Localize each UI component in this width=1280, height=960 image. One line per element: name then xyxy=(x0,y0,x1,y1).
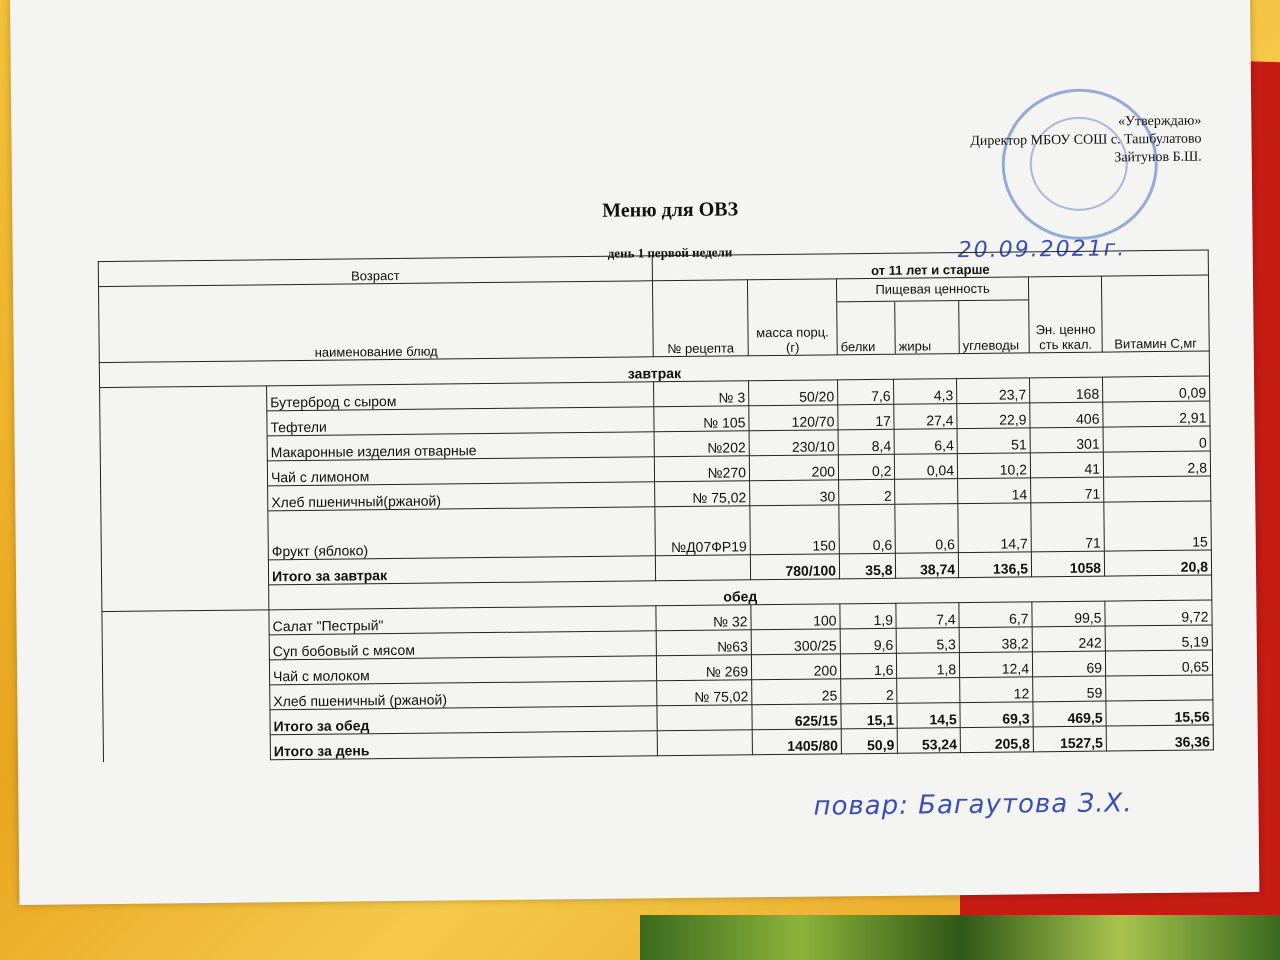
fat-value xyxy=(897,678,960,704)
fat-value xyxy=(895,479,958,505)
recipe-number: № 269 xyxy=(656,655,751,681)
portion-mass: 30 xyxy=(750,480,839,506)
page-subtitle: день 1 первой недели xyxy=(607,244,733,261)
recipe-number: № 75,02 xyxy=(657,680,752,706)
breakfast-label: завтрак xyxy=(99,351,1209,388)
empty-cell xyxy=(657,705,752,731)
portion-mass: 230/10 xyxy=(749,430,838,456)
portion-mass: 200 xyxy=(751,654,840,680)
header-energy: Эн. ценность ккал. xyxy=(1028,276,1102,353)
dish-name: Фрукт (яблоко) xyxy=(268,507,655,560)
recipe-number: №202 xyxy=(654,431,749,457)
header-nutrition-group xyxy=(836,277,1029,355)
approval-line-3: Зайтунов Б.Ш. xyxy=(1114,149,1202,166)
carbs-value: 12 xyxy=(960,677,1033,703)
total-mass: 1405/80 xyxy=(752,729,841,755)
fat-value: 0,04 xyxy=(895,454,958,480)
recipe-number: № 75,02 xyxy=(655,481,750,507)
approval-line-2: Директор МБОУ СОШ с. Ташбулатово xyxy=(970,131,1202,149)
carbs-value: 12,4 xyxy=(959,652,1032,678)
carbs-value: 51 xyxy=(957,428,1030,454)
total-fat: 53,24 xyxy=(898,728,961,754)
protein-value: 8,4 xyxy=(838,429,895,455)
recipe-number: № 32 xyxy=(656,605,751,631)
energy-value: 406 xyxy=(1030,402,1103,428)
carbs-value: 23,7 xyxy=(957,378,1030,404)
energy-value: 242 xyxy=(1032,626,1105,652)
approval-line-1: «Утверждаю» xyxy=(1118,113,1202,130)
total-protein: 35,8 xyxy=(839,553,896,579)
vitc-value: 9,72 xyxy=(1105,600,1212,626)
energy-value: 71 xyxy=(1031,477,1104,503)
dish-name: Тефтели xyxy=(267,407,654,436)
protein-value: 1,9 xyxy=(840,603,897,629)
recipe-number: № 105 xyxy=(654,406,749,432)
carbs-value: 22,9 xyxy=(957,403,1030,429)
age-label: Возраст xyxy=(98,256,652,287)
total-protein: 15,1 xyxy=(841,703,898,729)
total-carbs: 205,8 xyxy=(960,727,1033,753)
protein-value: 17 xyxy=(838,404,895,430)
protein-value: 1,6 xyxy=(840,653,897,679)
vitc-value: 0,65 xyxy=(1105,650,1212,676)
handwritten-signature: повар: Багаутова З.Х. xyxy=(813,788,1133,822)
dish-name: Чай с лимоном xyxy=(267,457,654,486)
total-label: Итого за день xyxy=(270,731,657,760)
header-vitc: Витамин С,мг xyxy=(1101,275,1209,352)
carbs-value: 6,7 xyxy=(959,602,1032,628)
protein-value: 9,6 xyxy=(840,628,897,654)
header-recipe: № рецепта xyxy=(652,280,748,357)
portion-mass: 150 xyxy=(750,505,840,555)
vitc-value: 5,19 xyxy=(1105,625,1212,651)
approval-block xyxy=(901,113,1202,170)
total-energy: 1527,5 xyxy=(1033,726,1106,752)
header-dish: наименование блюд xyxy=(99,281,654,363)
vitc-value: 2,8 xyxy=(1103,451,1210,477)
total-mass: 625/15 xyxy=(752,704,841,730)
empty-cell xyxy=(102,610,271,762)
fat-value: 7,4 xyxy=(896,603,959,629)
empty-cell xyxy=(657,730,752,756)
recipe-number: №Д07ФР19 xyxy=(655,506,751,556)
portion-mass: 200 xyxy=(749,455,838,481)
recipe-number: №63 xyxy=(656,630,751,656)
total-energy: 1058 xyxy=(1031,551,1104,577)
fat-value: 1,8 xyxy=(897,653,960,679)
dish-name: Хлеб пшеничный (ржаной) xyxy=(270,681,657,710)
portion-mass: 120/70 xyxy=(749,405,838,431)
vitc-value: 2,91 xyxy=(1103,401,1210,427)
header-nutrition: Пищевая ценность xyxy=(837,277,1028,302)
menu-table xyxy=(98,249,1214,762)
total-fat: 38,74 xyxy=(896,553,959,579)
menu-sheet xyxy=(10,0,1259,905)
fat-value: 0,6 xyxy=(895,504,958,554)
portion-mass: 50/20 xyxy=(749,380,838,406)
plant-leaves xyxy=(640,915,1280,960)
dish-name: Макаронные изделия отварные xyxy=(267,432,654,461)
vitc-value xyxy=(1104,476,1211,502)
total-label: Итого за обед xyxy=(270,706,657,735)
total-energy: 469,5 xyxy=(1033,701,1106,727)
protein-value: 2 xyxy=(841,678,898,704)
empty-cell xyxy=(100,386,269,612)
carbs-value: 10,2 xyxy=(957,453,1030,479)
fat-value: 5,3 xyxy=(897,628,960,654)
handwritten-date: 20.09.2021г. xyxy=(957,236,1127,264)
dish-name: Чай с молоком xyxy=(269,656,656,685)
carbs-value: 14 xyxy=(958,478,1031,504)
recipe-number: № 3 xyxy=(654,381,749,407)
total-carbs: 69,3 xyxy=(960,702,1033,728)
column-header-row xyxy=(99,275,1210,363)
dish-name: Бутерброд с сыром xyxy=(267,382,654,411)
vitc-value: 0 xyxy=(1103,426,1210,452)
header-mass: масса порц. (г) xyxy=(747,279,837,356)
page-title: Меню для ОВЗ xyxy=(602,198,739,222)
vitc-value: 0,09 xyxy=(1103,376,1210,402)
total-protein: 50,9 xyxy=(841,728,898,754)
portion-mass: 300/25 xyxy=(751,629,840,655)
total-carbs: 136,5 xyxy=(958,552,1031,578)
total-vitc: 15,56 xyxy=(1106,700,1213,726)
fat-value: 27,4 xyxy=(894,404,957,430)
vitc-value: 15 xyxy=(1104,501,1212,551)
header-protein: белки xyxy=(837,302,896,355)
header-fat: жиры xyxy=(895,301,960,354)
portion-mass: 100 xyxy=(751,604,840,630)
protein-value: 7,6 xyxy=(838,379,895,405)
recipe-number: №270 xyxy=(654,456,749,482)
fat-value: 6,4 xyxy=(895,429,958,455)
fat-value: 4,3 xyxy=(894,379,957,405)
portion-mass: 25 xyxy=(752,679,841,705)
protein-value: 0,2 xyxy=(838,454,895,480)
dish-name: Салат "Пестрый" xyxy=(269,606,656,635)
energy-value: 59 xyxy=(1033,676,1106,702)
vitc-value xyxy=(1106,675,1213,701)
energy-value: 71 xyxy=(1031,502,1105,552)
protein-value: 0,6 xyxy=(839,504,896,554)
empty-cell xyxy=(655,555,750,581)
energy-value: 99,5 xyxy=(1032,601,1105,627)
dish-name: Хлеб пшеничный(ржаной) xyxy=(268,482,655,511)
protein-value: 2 xyxy=(839,479,896,505)
energy-value: 168 xyxy=(1030,377,1103,403)
age-value: от 11 лет и старше xyxy=(652,250,1208,281)
carbs-value: 14,7 xyxy=(958,503,1031,553)
total-mass: 780/100 xyxy=(750,554,839,580)
energy-value: 69 xyxy=(1032,651,1105,677)
energy-value: 301 xyxy=(1030,427,1103,453)
total-vitc: 20,8 xyxy=(1104,550,1211,576)
total-fat: 14,5 xyxy=(897,703,960,729)
total-label: Итого за завтрак xyxy=(268,556,655,585)
header-carbs: углеводы xyxy=(962,337,1020,354)
total-vitc: 36,36 xyxy=(1106,725,1213,751)
dish-name: Суп бобовый с мясом xyxy=(269,631,656,660)
carbs-value: 38,2 xyxy=(959,627,1032,653)
energy-value: 41 xyxy=(1030,452,1103,478)
lunch-label: обед xyxy=(269,575,1212,610)
